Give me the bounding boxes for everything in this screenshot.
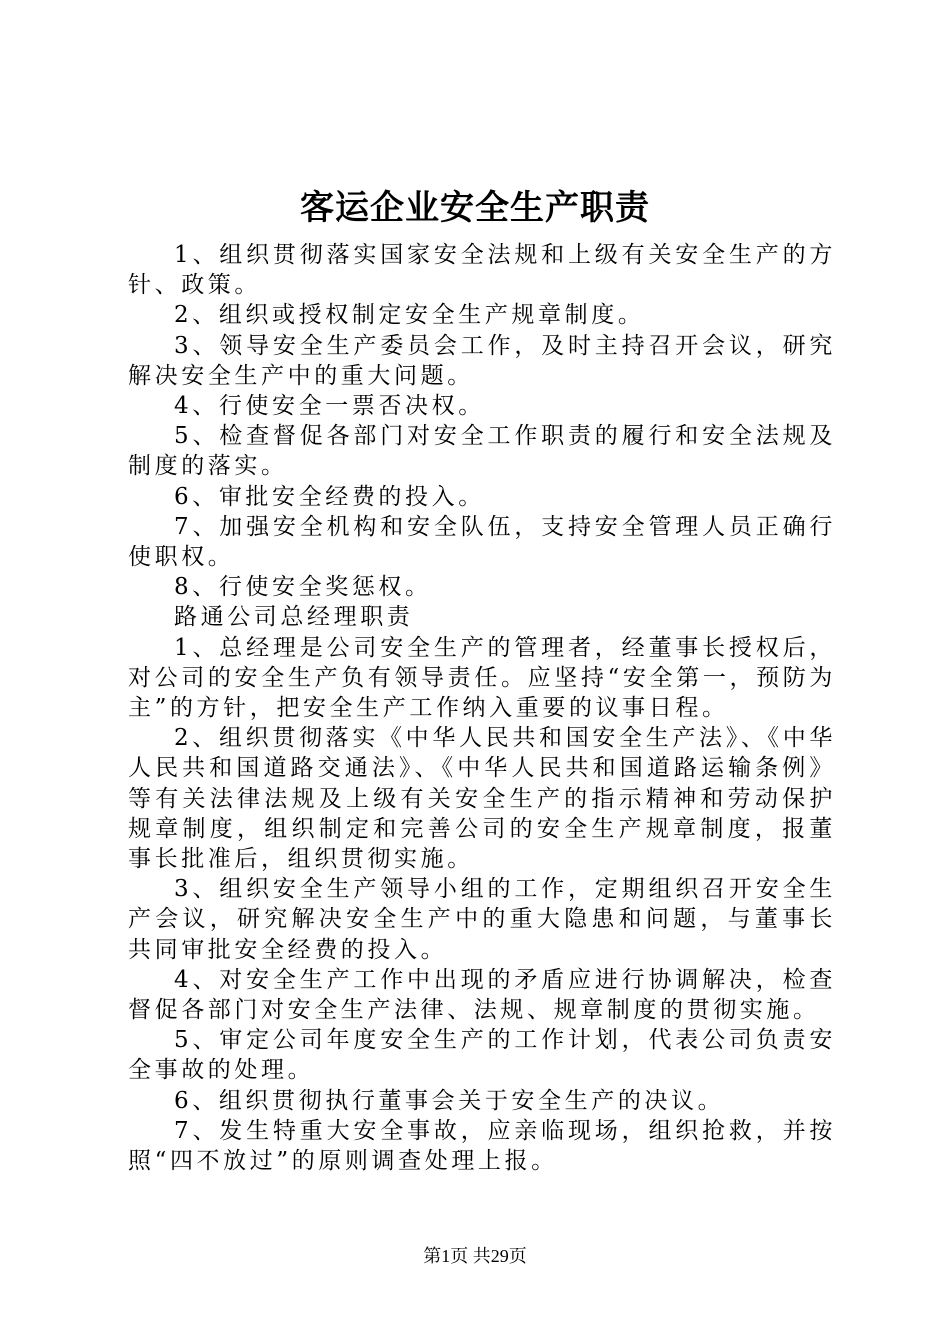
paragraph: 5、审定公司年度安全生产的工作计划，代表公司负责安全事故的处理。	[128, 1027, 836, 1084]
paragraph: 2、组织贯彻落实《中华人民共和国安全生产法》、《中华人民共和国道路交通法》、《中华人民共和国道路运输条例》等有关法律法规及上级有关安全生产的指示精神和劳动保护规章制度，组织制定和完善公司的安全生产规章制度，报董事长批准后，组织贯彻实施。	[128, 725, 836, 873]
paragraph: 4、行使安全一票否决权。	[174, 393, 485, 420]
paragraph: 8、行使安全奖惩权。	[174, 574, 432, 601]
paragraph: 7、发生特重大安全事故，应亲临现场，组织抢救，并按照“四不放过”的原则调查处理上报。	[128, 1117, 836, 1175]
paragraph: 3、组织安全生产领导小组的工作，定期组织召开安全生产会议，研究解决安全生产中的重大隐患和问题，与董事长共同审批安全经费的投入。	[128, 876, 836, 963]
section-heading: 路通公司总经理职责	[174, 604, 414, 631]
paragraph: 3、领导安全生产委员会工作，及时主持召开会议，研究解决安全生产中的重大问题。	[128, 332, 836, 389]
paragraph: 6、审批安全经费的投入。	[174, 483, 485, 510]
page-number-footer: 第1页 共29页	[423, 1246, 527, 1266]
paragraph: 1、组织贯彻落实国家安全法规和上级有关安全生产的方针、政策。	[128, 242, 836, 299]
paragraph: 4、对安全生产工作中出现的矛盾应进行协调解决，检查督促各部门对安全生产法律、法规、规章制度的贯彻实施。	[128, 966, 836, 1024]
paragraph: 7、加强安全机构和安全队伍，支持安全管理人员正确行使职权。	[128, 513, 836, 571]
paragraph: 1、总经理是公司安全生产的管理者，经董事长授权后，对公司的安全生产负有领导责任。应坚持“安全第一，预防为主”的方针，把安全生产工作纳入重要的议事日程。	[128, 634, 836, 722]
paragraph: 5、检查督促各部门对安全工作职责的履行和安全法规及制度的落实。	[128, 423, 836, 480]
document-title: 客运企业安全生产职责	[300, 188, 650, 228]
document-body	[128, 240, 836, 1176]
paragraph: 2、组织或授权制定安全生产规章制度。	[174, 302, 645, 329]
paragraph: 6、组织贯彻执行董事会关于安全生产的决议。	[174, 1087, 725, 1114]
